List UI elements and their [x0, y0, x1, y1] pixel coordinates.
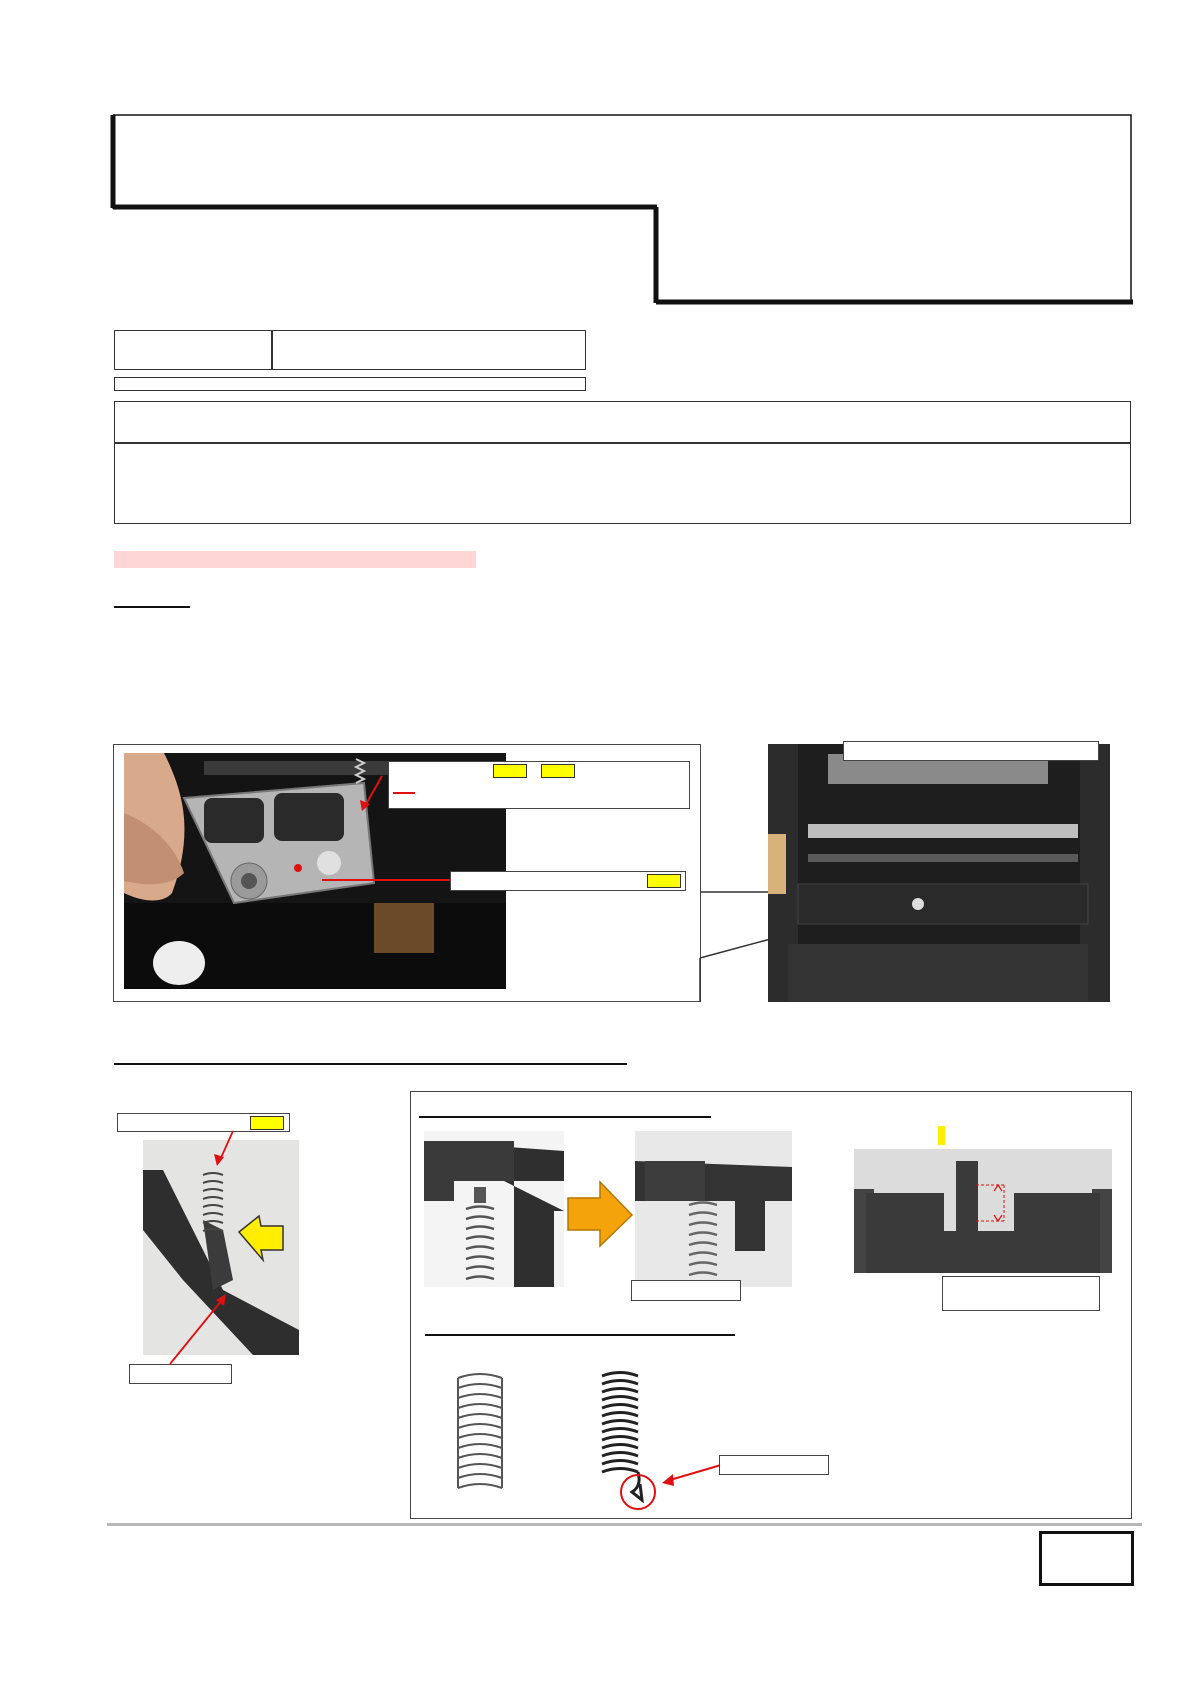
hook-point-label: [631, 1280, 741, 1301]
description-box: [114, 401, 1131, 524]
printer-interior-illustration: [768, 744, 1110, 1002]
callout-mid-badge: [647, 874, 681, 888]
left-label-bottom: [129, 1364, 232, 1384]
panel-heading1: [419, 1100, 711, 1118]
title-block: [0, 0, 1190, 310]
spring-end-label: [719, 1455, 829, 1475]
description-header-divider: [115, 442, 1130, 444]
spring-hooked-icon: [592, 1368, 692, 1518]
section1-heading: [114, 590, 190, 608]
callout-top-red-mark: [393, 792, 415, 794]
printer-photo-label: [843, 741, 1099, 761]
orange-arrow-icon: [566, 1180, 636, 1250]
printer-interior-photo: [768, 744, 1110, 1002]
callout-top: [388, 761, 690, 809]
left-label-top-badge: [250, 1116, 284, 1130]
title-block-frame: [0, 0, 1190, 310]
left-label-top: [117, 1113, 290, 1132]
page-number: [1042, 1534, 1048, 1550]
holder-after-photo: [635, 1131, 792, 1287]
spring-install-illustration: [143, 1140, 299, 1355]
callout-top-badge-2: [541, 764, 575, 778]
holder-before-illustration: [424, 1131, 564, 1287]
panel-heading2: [425, 1318, 735, 1336]
footer-rule: [107, 1523, 1142, 1526]
page-number-box: [1039, 1531, 1134, 1586]
model-table: [114, 330, 586, 370]
height-label-text: [943, 1281, 947, 1293]
model-table-divider: [271, 331, 273, 369]
holder-after-illustration: [635, 1131, 792, 1287]
holder-profile-photo: [854, 1149, 1112, 1273]
height-label: [942, 1276, 1100, 1311]
height-marker-yellow: [938, 1126, 945, 1145]
hook-point-label-text: [632, 1285, 636, 1297]
left-label-bottom-text: [130, 1369, 134, 1381]
spring-end-label-text: [720, 1460, 724, 1472]
callout-top-badge-1: [493, 764, 527, 778]
highlight-bar: [114, 551, 476, 568]
printer-photo-label-text: [844, 746, 848, 758]
spring-install-photo: [143, 1140, 299, 1355]
subject-text: [115, 383, 121, 394]
section2-heading: [114, 1045, 627, 1065]
left-label-top-text: [118, 1118, 122, 1130]
holder-profile-illustration: [854, 1149, 1112, 1273]
callout-mid: [450, 871, 686, 891]
holder-before-photo: [424, 1131, 564, 1287]
subject-bar: [114, 377, 586, 391]
spring-normal-icon: [448, 1370, 548, 1500]
